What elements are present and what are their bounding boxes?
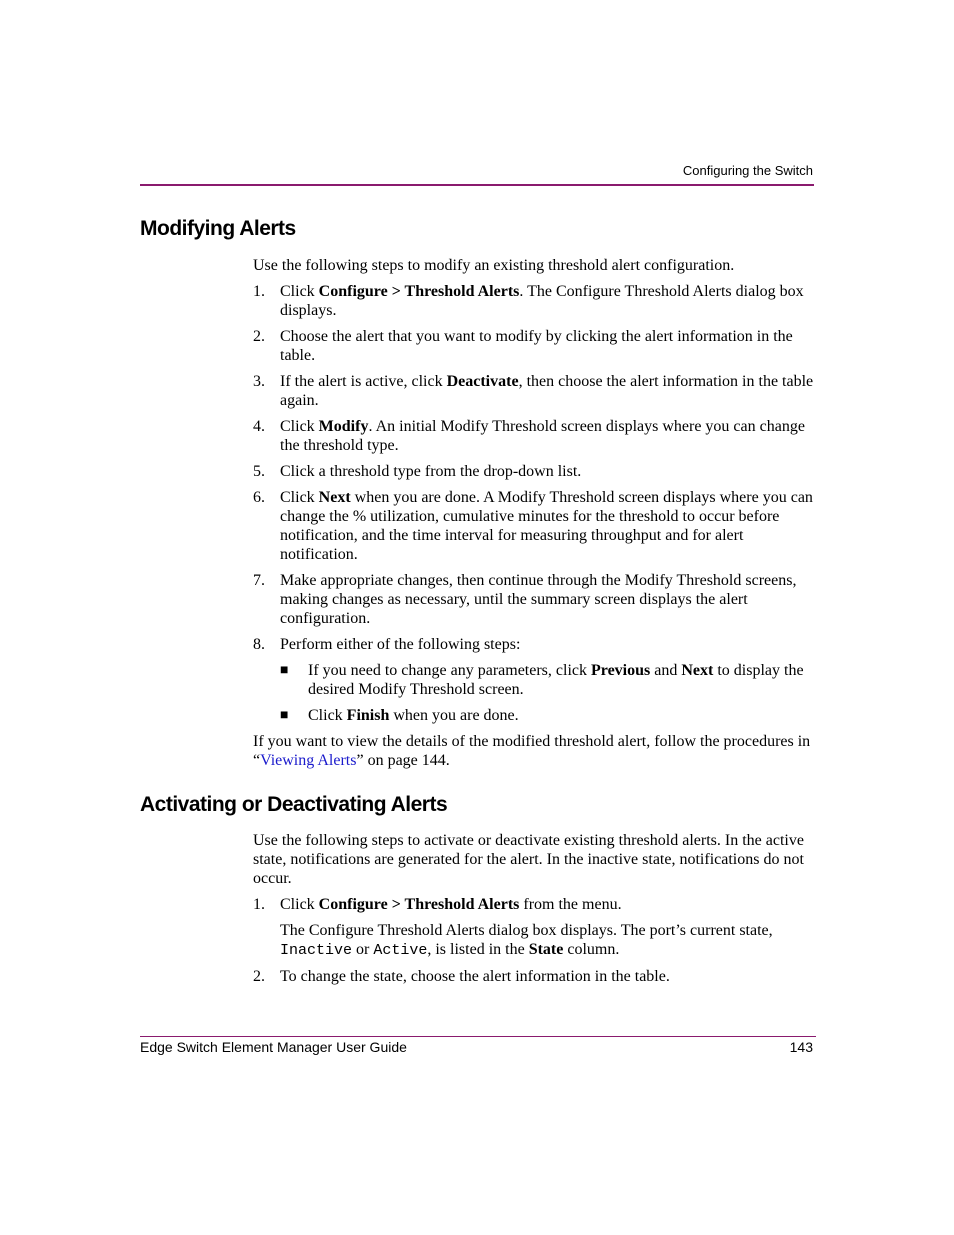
step-6: 6. Click Next when you are done. A Modify Threshold screen displays where you can change the % utilization, cumulative minutes for the threshold to occur before notification, and the time interval for measuring throughput and for alert notification. <box>253 489 813 563</box>
viewing-alerts-link[interactable]: Viewing Alerts <box>260 752 357 769</box>
footer-rule <box>140 1036 816 1037</box>
intro-paragraph: Use the following steps to modify an existing threshold alert configuration. <box>253 257 735 274</box>
intro-paragraph-2: Use the following steps to activate or deactivate existing threshold alerts. In the active state, notifications are generated for the alert. In the inactive state, notifications do not occur. <box>253 832 804 887</box>
step-2: 2. Choose the alert that you want to modify by clicking the alert information in the table. <box>253 328 793 364</box>
section-body-modifying <box>253 256 815 770</box>
step-7: 7. Make appropriate changes, then continue through the Modify Threshold screens, making changes as necessary, until the summary screen displays the alert configuration. <box>253 572 797 627</box>
section-heading-activating-alerts: Activating or Deactivating Alerts <box>140 793 448 816</box>
closing-paragraph: If you want to view the details of the modified threshold alert, follow the procedures in “Viewing Alerts” on page 144. <box>253 733 811 769</box>
step-2-activate: 2. To change the state, choose the alert information in the table. <box>253 968 670 985</box>
step-8: 8. Perform either of the following steps: <box>253 636 521 653</box>
sub-bullet-1: ■ If you need to change any parameters, click Previous and Next to display the desired Modify Threshold screen. <box>280 662 804 698</box>
header-rule <box>140 184 814 186</box>
step-5: 5. Click a threshold type from the drop-down list. <box>253 463 582 480</box>
sub-bullet-2: ■ Click Finish when you are done. <box>280 707 519 724</box>
step-4: 4. Click Modify. An initial Modify Threshold screen displays where you can change the threshold type. <box>253 418 805 454</box>
section-body-activating <box>253 831 815 986</box>
step-1-detail: The Configure Threshold Alerts dialog box displays. The port’s current state, Inactive or Active, is listed in the State column. <box>280 922 773 959</box>
section-heading-modifying-alerts: Modifying Alerts <box>140 217 296 240</box>
footer-guide-title: Edge Switch Element Manager User Guide <box>140 1039 407 1055</box>
running-header: Configuring the Switch <box>682 163 813 178</box>
step-1-activate: 1. Click Configure > Threshold Alerts from the menu. <box>253 896 622 913</box>
page-number: 143 <box>789 1039 813 1055</box>
step-1: 1. Click Configure > Threshold Alerts. The Configure Threshold Alerts dialog box displays. <box>253 283 804 319</box>
step-3: 3. If the alert is active, click Deactivate, then choose the alert information in the table again. <box>253 373 814 409</box>
